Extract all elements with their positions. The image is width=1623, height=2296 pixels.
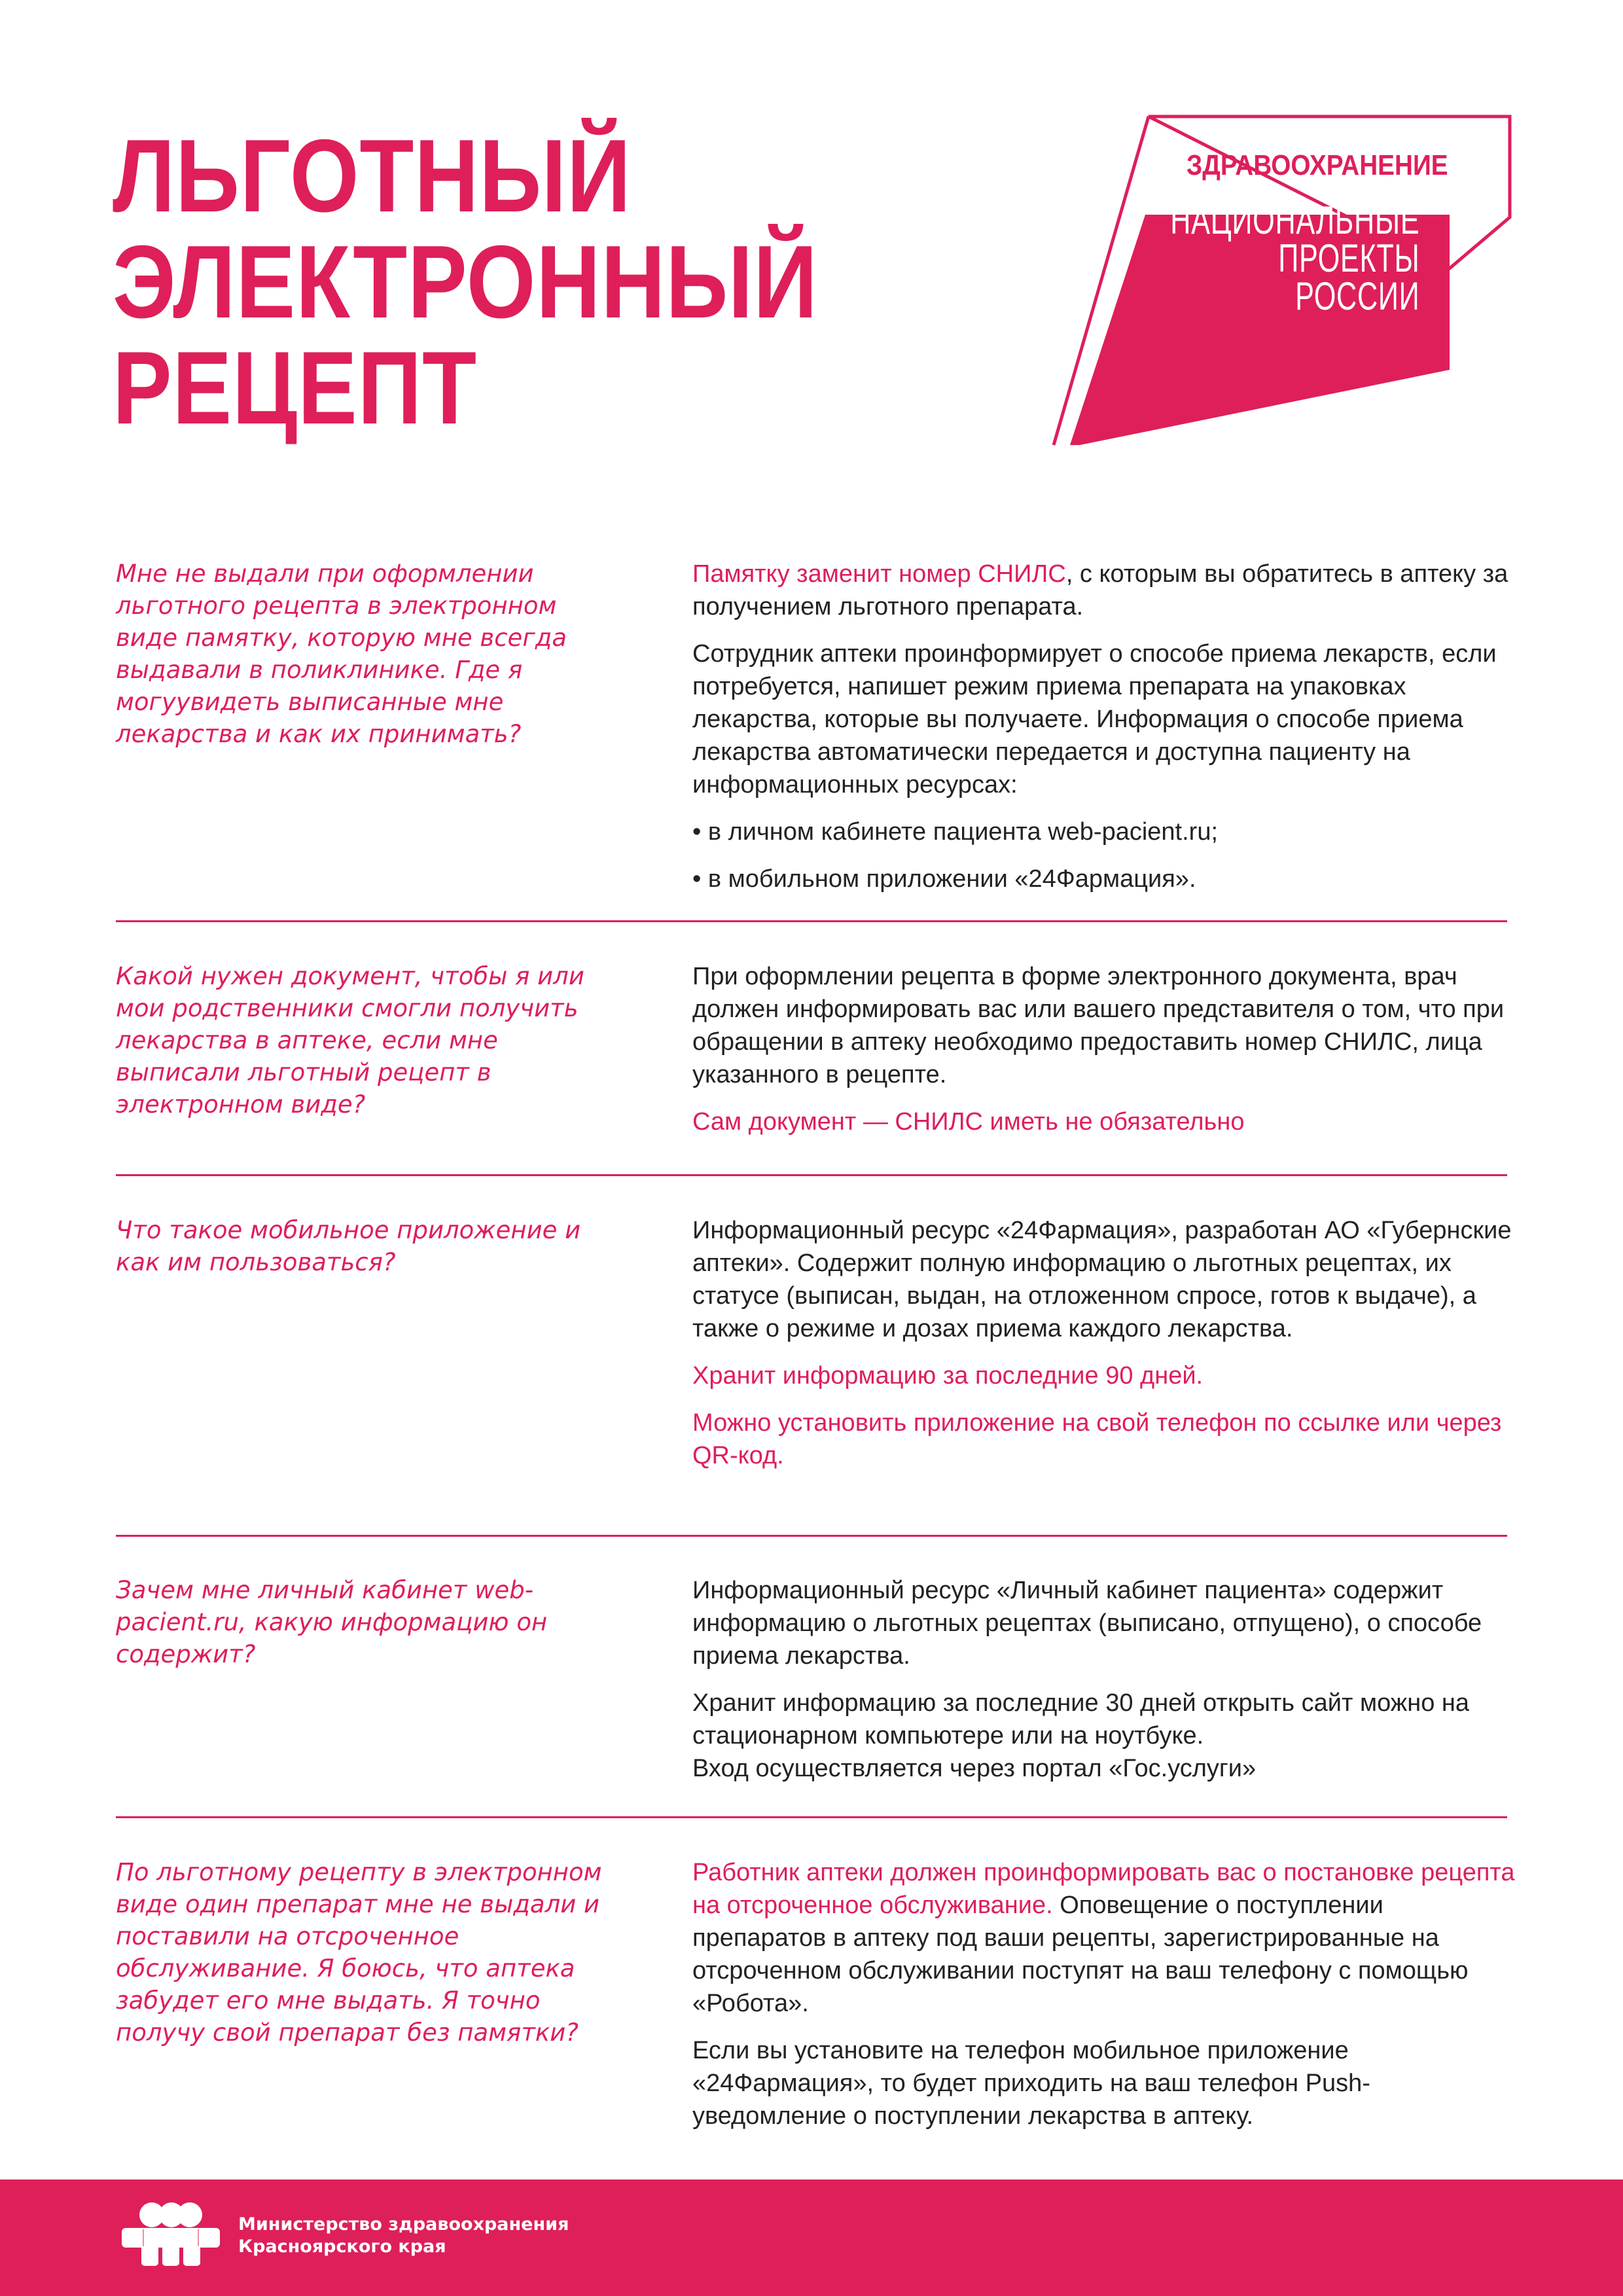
answer xyxy=(692,558,1517,910)
title-line-2: ЭЛЕКТРОННЫЙ xyxy=(113,224,818,340)
section-divider xyxy=(116,1535,1507,1537)
answer-paragraph: Хранит информацию за последние 30 дней открыть сайт можно на стационарном компьютере или на ноутбуке. xyxy=(692,1689,1470,1749)
answer-paragraph: Вход осуществляется через портал «Гос.услуги» xyxy=(692,1755,1257,1782)
answer-paragraph: Информационный ресурс «24Фармация», разработан АО «Губернские аптеки». Содержит полную информацию о льготных рецептах, их статусе (выписан, выдан, на отложенном спросе, готов к выдаче), а также о режиме и дозах приема каждого лекарства. xyxy=(692,1217,1512,1342)
national-projects-logo xyxy=(1044,111,1522,452)
people-group-icon xyxy=(122,2200,220,2266)
question: По льготному рецепту в электронном виде один препарат мне не выдали и поставили на отсроченное обслуживание. Я боюсь, что аптека забудет его мне выдать. Я точно получу свой препарат без памятки? xyxy=(116,1858,602,2047)
answer xyxy=(692,1856,1517,2147)
answer-paragraph: Сотрудник аптеки проинформирует о способе приема лекарств, если потребуется, напишет режим приема препарата на упаковках лекарства, которые вы получаете. Информация о способе приема лекарства автоматически передается и доступна пациенту на информационных ресурсах: xyxy=(692,640,1497,798)
section-divider xyxy=(116,1174,1507,1176)
answer-paragraph: Если вы установите на телефон мобильное приложение «24Фармация», то будет приходить на ваш телефон Push-уведомление о поступлении лекарства в аптеку. xyxy=(692,2037,1370,2130)
bullet-item: • в личном кабинете пациента web-pacient.ru; xyxy=(692,818,1219,846)
answer-highlight: Хранит информацию за последние 90 дней. xyxy=(692,1362,1204,1390)
ministry-name: Министерство здравоохранения Красноярского края xyxy=(238,2214,569,2257)
logo-top-label: ЗДРАВООХРАНЕНИЕ xyxy=(1186,149,1448,181)
answer-highlight: Работник аптеки должен проинформировать вас о постановке рецепта на отсроченное обслуживание. xyxy=(692,1859,1515,1919)
bullet-item: • в мобильном приложении «24Фармация». xyxy=(692,865,1196,893)
answer-text: , с которым вы обратитесь в аптеку за получением льготного препарата. xyxy=(692,560,1508,620)
question: Зачем мне личный кабинет web-pacient.ru, какую информацию он содержит? xyxy=(116,1576,548,1668)
answer-paragraph: При оформлении рецепта в форме электронного документа, врач должен информировать вас или вашего представителя о том, что при обращении в аптеку необходимо предоставить номер СНИЛС, лица указанного в рецепте. xyxy=(692,963,1505,1088)
question: Что такое мобильное приложение и как им пользоваться? xyxy=(116,1216,581,1276)
answer xyxy=(692,1214,1517,1486)
logo-line-1: НАЦИОНАЛЬНЫЕ xyxy=(1169,198,1419,242)
answer xyxy=(692,1574,1517,1799)
section-divider xyxy=(116,1816,1507,1818)
answer-highlight: Сам документ — СНИЛС иметь не обязательно xyxy=(692,1108,1245,1136)
section-divider xyxy=(116,920,1507,922)
answer-highlight: Памятку заменит номер СНИЛС xyxy=(692,560,1066,588)
answer-highlight: Можно установить приложение на свой телефон по ссылке или через QR-код. xyxy=(692,1409,1502,1469)
title-line-3: РЕЦЕПТ xyxy=(113,331,477,446)
answer-text: Оповещение о поступлении препаратов в аптеку под ваши рецепты, зарегистрированные на отсроченном обслуживании поступят на ваш телефону с помощью «Робота». xyxy=(692,1892,1469,2017)
page-title xyxy=(113,118,818,446)
footer-band xyxy=(0,2179,1623,2296)
answer-paragraph: Информационный ресурс «Личный кабинет пациента» содержит информацию о льготных рецептах (выписано, отпущено), о способе приема лекарства. xyxy=(692,1577,1482,1670)
answer xyxy=(692,960,1517,1153)
question: Мне не выдали при оформлении льготного рецепта в электронном виде памятку, которую мне всегда выдавали в поликлинике. Где я могуувидеть выписанные мне лекарства и как их принимать? xyxy=(116,560,567,748)
title-line-1: ЛЬГОТНЫЙ xyxy=(113,118,632,234)
logo-block-text xyxy=(1169,198,1419,318)
question: Какой нужен документ, чтобы я или мои родственники смогли получить лекарства в аптеке, если мне выписали льготный рецепт в электронном виде? xyxy=(116,962,584,1119)
logo-line-2: ПРОЕКТЫ xyxy=(1277,236,1419,280)
logo-line-3: РОССИИ xyxy=(1294,274,1419,318)
